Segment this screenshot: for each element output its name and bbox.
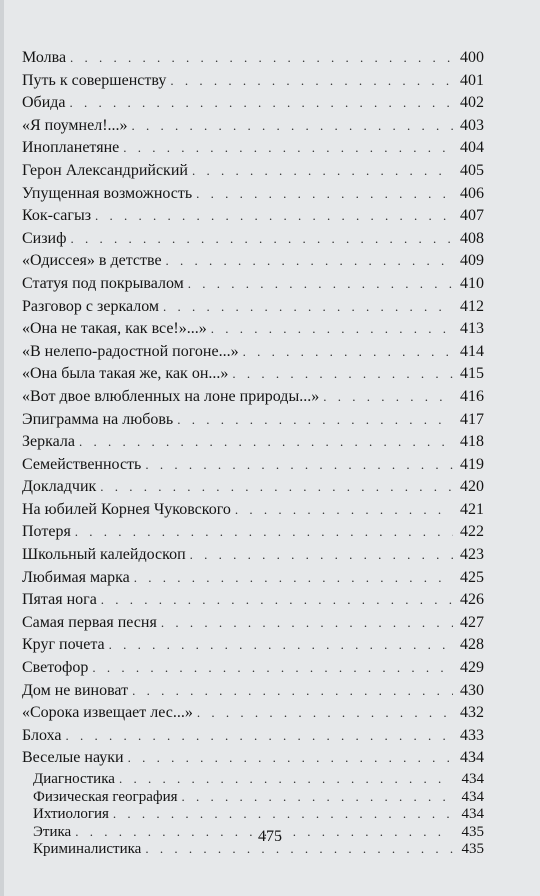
entry-page-number: 407: [460, 207, 484, 225]
entry-page-number: 401: [460, 71, 484, 89]
entry-title: Криминалистика: [33, 841, 142, 857]
dot-leader: [163, 296, 453, 319]
entry-page-number: 403: [460, 116, 484, 134]
toc-entry: [22, 499, 484, 522]
entry-title: Школьный калейдоскоп: [22, 546, 186, 564]
entry-page-number: 429: [460, 659, 484, 677]
entry-title: Обида: [22, 94, 66, 112]
entry-title: «Одиссея» в детстве: [22, 252, 162, 270]
dot-leader: [182, 788, 454, 806]
dot-leader: [75, 521, 453, 544]
entry-title: Герон Александрийский: [22, 161, 188, 179]
dot-leader: [132, 115, 453, 138]
toc-entry: [22, 521, 484, 544]
entry-page-number: 408: [460, 229, 484, 247]
entry-page-number: 428: [460, 636, 484, 654]
entry-page-number: 406: [460, 184, 484, 202]
toc-entry: [22, 612, 484, 635]
dot-leader: [166, 250, 453, 273]
toc-entry: [22, 205, 484, 228]
entry-page-number: 434: [461, 806, 484, 822]
entry-title: «Она была такая же, как он...»: [22, 365, 229, 383]
dot-leader: [109, 634, 453, 657]
toc-entry: [22, 363, 484, 386]
dot-leader: [177, 409, 453, 432]
entry-title: Потеря: [22, 523, 71, 541]
toc-entry: [22, 657, 484, 680]
toc-entry: [22, 115, 484, 138]
entry-page-number: 415: [460, 365, 484, 383]
dot-leader: [100, 476, 453, 499]
entry-title: Веселые науки: [22, 749, 124, 767]
entry-title: «В нелепо-радостной погоне...»: [22, 342, 239, 360]
entry-page-number: 412: [460, 297, 484, 315]
toc-entry: [22, 183, 484, 206]
table-of-contents: [22, 47, 484, 858]
entry-title: Эпиграмма на любовь: [22, 410, 174, 428]
toc-entry: [22, 250, 484, 273]
entry-page-number: 422: [460, 523, 484, 541]
toc-entry: [22, 296, 484, 319]
dot-leader: [161, 612, 453, 635]
toc-entry: [22, 47, 484, 70]
dot-leader: [190, 544, 453, 567]
toc-subentry: [22, 788, 484, 806]
entry-page-number: 434: [461, 771, 484, 787]
entry-page-number: 418: [460, 433, 484, 451]
toc-entry: [22, 409, 484, 432]
entry-page-number: 435: [461, 841, 484, 857]
dot-leader: [92, 657, 453, 680]
entry-title: «Сорока извещает лес...»: [22, 704, 193, 722]
entry-page-number: 405: [460, 161, 484, 179]
toc-entry: [22, 70, 484, 93]
entry-page-number: 419: [460, 455, 484, 473]
entry-title: Кок-сагыз: [22, 207, 92, 225]
toc-entry: [22, 589, 484, 612]
entry-page-number: 417: [460, 410, 484, 428]
toc-entry: [22, 725, 484, 748]
entry-page-number: 413: [460, 320, 484, 338]
entry-title: Любимая марка: [22, 568, 130, 586]
dot-leader: [323, 386, 453, 409]
toc-entry: [22, 318, 484, 341]
entry-title: Физическая география: [33, 788, 178, 805]
toc-subentry: [22, 770, 484, 788]
toc-entry: [22, 228, 484, 251]
dot-leader: [79, 431, 453, 454]
dot-leader: [132, 680, 453, 703]
toc-subentry: [22, 805, 484, 823]
entry-page-number: 425: [460, 568, 484, 586]
dot-leader: [101, 589, 453, 612]
entry-page-number: 434: [460, 749, 484, 767]
entry-title: Самая первая песня: [22, 613, 157, 631]
toc-entry: [22, 160, 484, 183]
entry-title: Этика: [33, 823, 72, 840]
dot-leader: [232, 363, 453, 386]
dot-leader: [65, 725, 453, 748]
toc-entry: [22, 341, 484, 364]
entry-page-number: 402: [460, 94, 484, 112]
entry-title: Семейственность: [22, 455, 142, 473]
toc-entry: [22, 544, 484, 567]
entry-title: Статуя под покрывалом: [22, 274, 184, 292]
dot-leader: [123, 137, 453, 160]
entry-title: Зеркала: [22, 433, 75, 451]
entry-title: Диагностика: [33, 771, 115, 787]
dot-leader: [119, 770, 453, 788]
toc-entry: [22, 702, 484, 725]
dot-leader: [196, 183, 453, 206]
dot-leader: [113, 805, 453, 823]
toc-entry: [22, 386, 484, 409]
entry-page-number: 416: [460, 387, 484, 405]
entry-title: «Вот двое влюбленных на лоне природы...»: [22, 387, 320, 405]
entry-page-number: 435: [461, 823, 484, 840]
entry-title: Пятая нога: [22, 591, 97, 609]
entry-title: Путь к совершенству: [22, 71, 167, 89]
entry-title: Сизиф: [22, 229, 67, 247]
toc-entry: [22, 567, 484, 590]
dot-leader: [70, 92, 454, 115]
entry-page-number: 421: [460, 500, 484, 518]
toc-entry: [22, 431, 484, 454]
entry-page-number: 423: [460, 546, 484, 564]
toc-entry: [22, 273, 484, 296]
toc-entry: [22, 137, 484, 160]
entry-title: Блоха: [22, 726, 62, 744]
dot-leader: [243, 341, 453, 364]
entry-title: Молва: [22, 49, 67, 66]
dot-leader: [211, 318, 453, 341]
entry-title: «Я поумнел!...»: [22, 116, 128, 134]
toc-entry: [22, 634, 484, 657]
entry-title: Докладчик: [22, 478, 97, 496]
dot-leader: [70, 228, 453, 251]
dot-leader: [235, 499, 453, 522]
entry-page-number: 409: [460, 252, 484, 270]
toc-entry: [22, 680, 484, 703]
entry-title: Круг почета: [22, 636, 105, 654]
entry-title: Разговор с зеркалом: [22, 297, 160, 315]
entry-page-number: 427: [460, 613, 484, 631]
toc-entry: [22, 454, 484, 477]
entry-page-number: 410: [460, 274, 484, 292]
dot-leader: [170, 70, 453, 93]
dot-leader: [145, 454, 453, 477]
entry-title: На юбилей Корнея Чуковского: [22, 500, 231, 518]
entry-page-number: 426: [460, 591, 484, 609]
entry-page-number: 414: [460, 342, 484, 360]
dot-leader: [197, 702, 453, 725]
entry-title: Инопланетяне: [22, 139, 120, 157]
entry-title: Упущенная возможность: [22, 184, 193, 202]
page-spine-shadow: [0, 0, 4, 896]
entry-page-number: 433: [460, 726, 484, 744]
entry-page-number: 434: [461, 788, 484, 805]
dot-leader: [134, 567, 453, 590]
dot-leader: [192, 160, 453, 183]
toc-entry: [22, 476, 484, 499]
entry-page-number: 420: [460, 478, 484, 496]
entry-page-number: 432: [460, 704, 484, 722]
page-number: 475: [258, 828, 282, 845]
entry-title: Ихтиология: [33, 806, 109, 822]
entry-title: «Она не такая, как все!»...»: [22, 320, 207, 338]
dot-leader: [188, 273, 453, 296]
entry-title: Дом не виноват: [22, 681, 129, 699]
toc-entry: [22, 747, 484, 770]
entry-page-number: 430: [460, 681, 484, 699]
dot-leader: [128, 747, 453, 770]
entry-title: Светофор: [22, 659, 89, 677]
entry-page-number: 400: [460, 49, 484, 66]
entry-page-number: 404: [460, 139, 484, 157]
toc-entry: [22, 92, 484, 115]
dot-leader: [95, 205, 453, 228]
dot-leader: [70, 47, 453, 70]
